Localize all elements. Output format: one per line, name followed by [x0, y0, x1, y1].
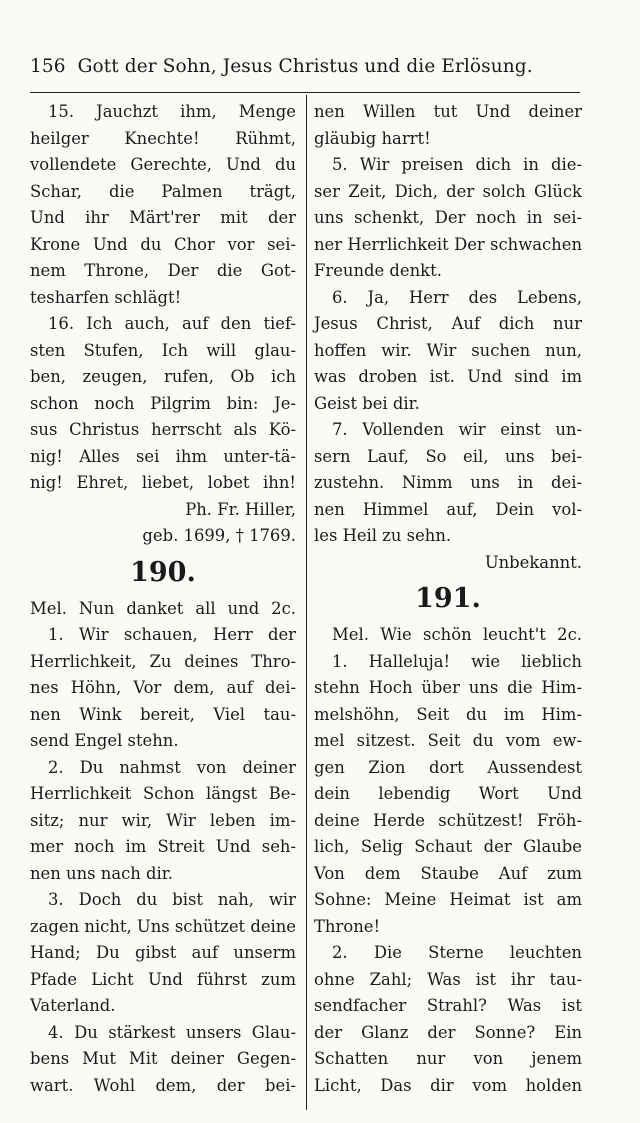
text-line: sern Lauf, So eil, uns bei- [314, 446, 582, 466]
text-line: 1. Halleluja! wie lieblich [332, 651, 582, 671]
text-line: was droben ist. Und sind im [314, 367, 582, 386]
text-line: les Heil zu sehn. [314, 526, 452, 545]
text-line: stehn Hoch über uns die Him- [314, 678, 582, 697]
text-line: Pfade Licht Und führst zum [30, 969, 296, 989]
text-line: mer noch im Streit Und seh- [30, 837, 296, 856]
text-line: Licht, Das dir vom holden [314, 1075, 582, 1095]
hymn-number: 191. [415, 583, 481, 614]
text-line: Mel. Nun danket all und 2c. [30, 598, 296, 618]
text-line: nen Wink bereit, Viel tau- [30, 704, 296, 724]
text-line: hoffen wir. Wir suchen nun, [314, 340, 582, 360]
text-line: bens Mut Mit deiner Gegen- [30, 1049, 296, 1068]
attribution-line: Ph. Fr. Hiller, [185, 499, 296, 519]
text-line: 7. Vollenden wir einst un- [332, 420, 582, 439]
text-line: nen Himmel auf, Dein vol- [314, 499, 582, 519]
text-line: Throne! [314, 916, 381, 936]
column-divider [306, 95, 307, 1110]
text-line: 15. Jauchzt ihm, Menge [48, 102, 296, 121]
text-line: Herrlichkeit Schon längst Be- [30, 784, 296, 803]
text-line: mel sitzest. Seit du vom ew- [314, 731, 582, 750]
text-line: zustehn. Nimm uns in dei- [314, 473, 582, 492]
text-line: send Engel stehn. [30, 731, 179, 750]
text-line: 16. Ich auch, auf den tief- [48, 314, 296, 333]
text-line: ohne Zahl; Was ist ihr tau- [314, 969, 582, 989]
text-line: schon noch Pilgrim bin: Je- [30, 393, 296, 413]
text-line: 6. Ja, Herr des Lebens, [332, 287, 582, 307]
text-line: ner Herrlichkeit Der schwachen [314, 234, 582, 254]
text-line: Schatten nur von jenem [314, 1049, 582, 1068]
attribution-line: geb. 1699, † 1769. [142, 526, 296, 545]
text-line: Von dem Staube Auf zum [314, 863, 582, 883]
text-line: Geist bei dir. [314, 393, 420, 413]
text-line: Jesus Christ, Auf dich nur [314, 314, 582, 333]
text-line: ben, zeugen, rufen, Ob ich [30, 367, 296, 386]
text-line: Schar, die Palmen trägt, [30, 181, 296, 201]
text-line: nig! Ehret, liebet, lobet ihn! [30, 473, 296, 492]
text-line: Freunde denkt. [314, 261, 442, 280]
text-line: 1. Wir schauen, Herr der [48, 625, 296, 644]
hymn-number: 190. [130, 556, 196, 588]
text-line: sten Stufen, Ich will glau- [30, 340, 296, 360]
text-line: sendfacher Strahl? Was ist [314, 996, 582, 1015]
text-line: Herrlichkeit, Zu deines Thro- [30, 651, 296, 671]
text-line: dein lebendig Wort Und [314, 784, 582, 803]
text-line: nen Willen tut Und deiner [314, 102, 582, 121]
attribution-line: Unbekannt. [484, 552, 582, 572]
text-line: Und ihr Märt'rer mit der [30, 208, 296, 227]
text-line: deine Herde schützest! Fröh- [314, 810, 582, 830]
text-line: nem Throne, Der die Got- [30, 261, 296, 280]
text-line: Krone Und du Chor vor sei- [30, 234, 296, 254]
text-line: gläubig harrt! [314, 128, 431, 148]
text-line: sitz; nur wir, Wir leben im- [30, 810, 296, 830]
text-line: 3. Doch du bist nah, wir [48, 890, 296, 909]
text-line: Vaterland. [30, 996, 116, 1015]
text-line: 4. Du stärkest unsers Glau- [48, 1022, 296, 1042]
text-line: gen Zion dort Aussendest [314, 757, 582, 777]
text-line: vollendete Gerechte, Und du [30, 155, 296, 174]
running-title: Gott der Sohn, Jesus Christus und die Erlösung. [77, 56, 533, 77]
text-line: nig! Alles sei ihm unter-tä- [30, 446, 296, 466]
text-line: lich, Selig Schaut der Glaube [314, 837, 582, 856]
right-column [314, 99, 582, 1099]
text-line: uns schenkt, Der noch in sei- [314, 208, 582, 227]
text-line: heilger Knechte! Rühmt, [30, 128, 296, 148]
text-line: Sohne: Meine Heimat ist am [314, 890, 582, 909]
text-line: Hand; Du gibst auf unserm [30, 943, 296, 962]
text-line: ser Zeit, Dich, der solch Glück [314, 181, 582, 201]
page-number: 156 [30, 56, 66, 77]
left-column [30, 99, 296, 1099]
text-line: zagen nicht, Uns schützet deine [30, 916, 297, 936]
text-line: nen uns nach dir. [30, 863, 174, 883]
header-rule [30, 92, 580, 93]
text-line: 5. Wir preisen dich in die- [332, 155, 582, 174]
text-line: nes Höhn, Vor dem, auf dei- [30, 678, 296, 697]
text-line: der Glanz der Sonne? Ein [314, 1022, 582, 1042]
text-line: 2. Du nahmst von deiner [48, 757, 296, 777]
text-line: wart. Wohl dem, der bei- [30, 1075, 296, 1095]
text-line: sus Christus herrscht als Kö- [30, 420, 296, 439]
text-line: 2. Die Sterne leuchten [332, 943, 582, 962]
text-line: tesharfen schlägt! [30, 287, 182, 307]
page-header [30, 56, 580, 77]
text-line: melshöhn, Seit du im Him- [314, 704, 582, 724]
text-line: Mel. Wie schön leucht't 2c. [332, 625, 582, 644]
